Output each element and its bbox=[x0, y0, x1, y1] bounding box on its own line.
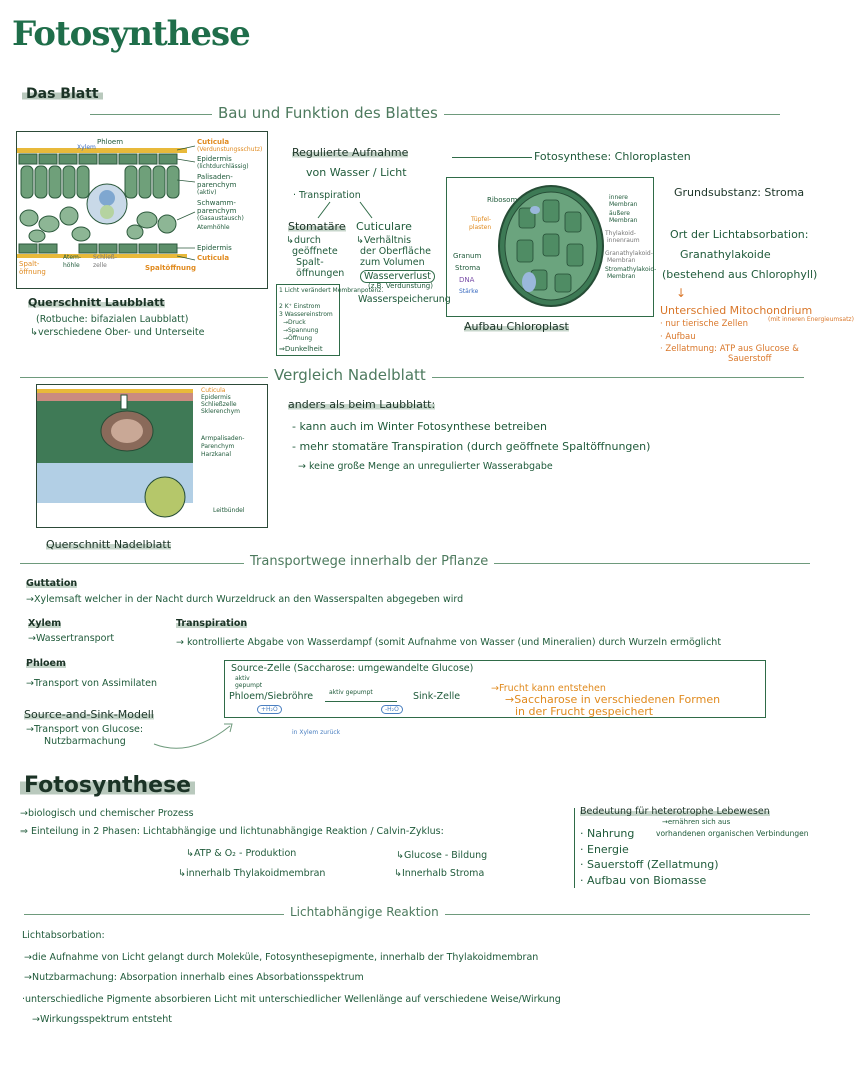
box-gepumpt: gepumpt bbox=[235, 682, 263, 689]
bedeutung-1: · Nahrung bbox=[580, 827, 635, 840]
reg-stomatare: Stomatäre bbox=[288, 220, 346, 233]
box-frucht-3: in der Frucht gespeichert bbox=[515, 705, 654, 718]
phloem-heading: Phloem bbox=[26, 658, 66, 669]
leaf-caption: Querschnitt Laubblatt bbox=[28, 296, 165, 309]
reg-w2: (z.B. Verdunstung) bbox=[368, 282, 433, 290]
nadel-3: → keine große Menge an unregulierter Wasserabgabe bbox=[298, 461, 553, 472]
label-cuticula-top: Cuticula bbox=[197, 138, 230, 146]
label-thylakoid-2: innenraum bbox=[607, 237, 640, 244]
mito-2: · Aufbau bbox=[660, 332, 696, 342]
source-sink-heading: Source-and-Sink-Modell bbox=[24, 708, 154, 721]
reg-step-2: 2 K⁺ Einstrom bbox=[279, 303, 321, 310]
mito-3b: Sauerstoff bbox=[728, 354, 772, 364]
label-granathyl: Granathylakoid- bbox=[605, 250, 653, 257]
label-stromathyl-2: Membran bbox=[607, 273, 636, 280]
label-palisaden-sub: (aktiv) bbox=[197, 189, 217, 196]
label-innere: innere bbox=[609, 194, 628, 201]
label-epidermis-bottom: Epidermis bbox=[197, 244, 232, 252]
box-h2o-plus: +H₂O bbox=[257, 705, 282, 714]
label-schliesszelle: Schließ- bbox=[93, 254, 117, 261]
reg-w1: Wasserverlust bbox=[360, 270, 435, 283]
label-spaltoeffnung: Spalt- bbox=[19, 260, 40, 268]
fotosynthese-heading: Fotosynthese bbox=[20, 773, 195, 798]
reg-step-1: 1 Licht verändert Membranpotenz. bbox=[279, 287, 384, 294]
box-source-line: Source-Zelle (Saccharose: umgewandelte Glucose) bbox=[231, 663, 474, 674]
bedeutung-sub: →ernähren sich aus bbox=[662, 818, 731, 826]
source-sink-text-2: Nutzbarmachung bbox=[44, 736, 126, 747]
label-xylem: Xylem bbox=[77, 144, 96, 151]
reg-step-5: →Spannung bbox=[283, 327, 319, 334]
label-phloem: Phloem bbox=[97, 138, 124, 146]
guttation-text: →Xylemsaft welcher in der Nacht durch Wurzeldruck an den Wasserspalten abgegeben wird bbox=[26, 594, 464, 605]
mito-3: · Zellatmung: ATP aus Glucose & bbox=[660, 344, 799, 354]
box-frucht-1: →Frucht kann entstehen bbox=[491, 683, 606, 694]
nadel-heading: anders als beim Laubblatt: bbox=[288, 398, 436, 411]
divider-transportwege: Transportwege innerhalb der Pflanze bbox=[244, 554, 494, 569]
mito-tag: (mit inneren Energieumsatz) bbox=[768, 316, 854, 323]
label-epidermis-top: Epidermis bbox=[197, 155, 232, 163]
phloem-text: →Transport von Assimilaten bbox=[26, 678, 158, 689]
reg-heading: Regulierte Aufnahme bbox=[292, 146, 409, 159]
label-epidermis-top-sub: (lichtdurchlässig) bbox=[197, 163, 249, 170]
reg-c3: zum Volumen bbox=[360, 257, 425, 268]
label-schwamm: Schwamm- bbox=[197, 199, 236, 207]
chloroplast-caption: Aufbau Chloroplast bbox=[464, 320, 569, 333]
transpiration-text: → kontrollierte Abgabe von Wasserdampf (somit Aufnahme von Wasser (und Mineralien) durch Wurzeln ermöglicht bbox=[176, 637, 722, 648]
leaf-note-1: (Rotbuche: bifazialen Laubblatt) bbox=[36, 314, 189, 325]
arrow-line bbox=[452, 157, 532, 158]
label-innere-2: Membran bbox=[609, 201, 638, 208]
bedeutung-2: · Energie bbox=[580, 843, 629, 856]
label-granathyl-2: Membran bbox=[607, 257, 636, 264]
label-nadel-sklerenchym: Sklerenchym bbox=[201, 408, 240, 415]
reg-s4: öffnungen bbox=[296, 268, 345, 279]
page-title: Fotosynthese bbox=[12, 14, 250, 54]
label-aeussere: äußere bbox=[609, 210, 630, 217]
needle-diagram-frame bbox=[36, 384, 268, 528]
label-ribosom: Ribosom bbox=[487, 196, 518, 204]
label-stroma: Stroma bbox=[455, 264, 481, 272]
mito-heading: Unterschied Mitochondrium bbox=[660, 304, 813, 317]
label-schliesszelle-2: zelle bbox=[93, 262, 107, 269]
grundsubstanz: Grundsubstanz: Stroma bbox=[674, 186, 805, 199]
source-sink-box bbox=[224, 660, 766, 718]
reg-c2: der Oberfläche bbox=[360, 246, 431, 257]
reg-step-3: 3 Wassereinstrom bbox=[279, 311, 333, 318]
box-h2o-minus: -H₂O bbox=[381, 705, 403, 714]
reg-s2: geöffnete bbox=[292, 246, 338, 257]
box-frucht-2: →Saccharose in verschiedenen Formen bbox=[505, 693, 721, 706]
reg-branch-lines bbox=[300, 200, 390, 220]
reg-sub: von Wasser / Licht bbox=[306, 166, 407, 179]
reg-transpiration: · Transpiration bbox=[293, 190, 361, 201]
label-staerke: Stärke bbox=[459, 288, 479, 295]
label-spaltoeffnung-right: Spaltöffnung bbox=[145, 264, 196, 272]
foto-chloroplasten: Fotosynthese: Chloroplasten bbox=[534, 150, 691, 163]
label-schwamm-2: parenchym bbox=[197, 207, 237, 215]
bedeutung-4: · Aufbau von Biomasse bbox=[580, 874, 707, 887]
bedeutung-3: · Sauerstoff (Zellatmung) bbox=[580, 858, 719, 871]
reg-s1: ↳durch bbox=[286, 235, 321, 246]
lichtabs-2: →Nutzbarmachung: Absorpation innerhalb eines Absorbationsspektrum bbox=[24, 972, 364, 983]
label-palisaden: Palisaden- bbox=[197, 173, 233, 181]
lichtabs-1: →die Aufnahme von Licht gelangt durch Moleküle, Fotosynthesepigmente, innerhalb der Thylakoidmembran bbox=[24, 952, 539, 963]
xylem-heading: Xylem bbox=[28, 618, 62, 629]
reg-w3: Wasserspeicherung bbox=[358, 294, 451, 305]
label-granum: Granum bbox=[453, 252, 482, 260]
bedeutung-heading: Bedeutung für heterotrophe Lebewesen bbox=[580, 806, 770, 817]
lichtabs-heading: Lichtabsorbation: bbox=[22, 930, 105, 941]
label-nadel-epidermis: Epidermis bbox=[201, 394, 231, 401]
reg-cuticulare: Cuticulare bbox=[356, 220, 412, 233]
lichtabs-3: ·unterschiedliche Pigmente absorbieren Licht mit unterschiedlicher Wellenlänge auf verschiedene Weise/Wirkung bbox=[22, 994, 561, 1005]
label-palisaden-2: parenchym bbox=[197, 181, 237, 189]
prozess-text: →biologisch und chemischer Prozess bbox=[20, 808, 194, 819]
source-sink-curve bbox=[150, 718, 240, 752]
label-thylakoid: Thylakoid- bbox=[605, 230, 636, 237]
divider-bau-funktion: Bau und Funktion des Blattes bbox=[212, 104, 444, 122]
reg-steps-box bbox=[276, 284, 384, 356]
needle-caption: Querschnitt Nadelblatt bbox=[46, 538, 172, 551]
leaf-note-2: ↳verschiedene Ober- und Unterseite bbox=[30, 327, 205, 338]
nadel-2: - mehr stomatäre Transpiration (durch geöffnete Spaltöffnungen) bbox=[292, 440, 651, 453]
section-heading-blatt: Das Blatt bbox=[22, 86, 103, 102]
reg-step-7: ⇒Dunkelheit bbox=[279, 345, 323, 353]
label-dna: DNA bbox=[459, 276, 475, 284]
einteilung-text: ⇒ Einteilung in 2 Phasen: Lichtabhängige und lichtunabhängige Reaktion / Calvin-Zyklus: bbox=[20, 826, 444, 837]
reg-step-4: →Druck bbox=[283, 319, 306, 326]
label-atemhoehle-2: höhle bbox=[63, 262, 80, 269]
label-atemhoehle: Atem- bbox=[63, 254, 82, 261]
lichtabs-4: →Wirkungsspektrum entsteht bbox=[32, 1014, 173, 1025]
guttation-heading: Guttation bbox=[26, 578, 78, 589]
transpiration-heading: Transpiration bbox=[176, 618, 248, 629]
label-nadel-armpalisaden: Armpalisaden- bbox=[201, 435, 245, 442]
ort-3: (bestehend aus Chlorophyll) bbox=[662, 268, 818, 281]
box-arrow bbox=[325, 701, 397, 702]
mito-1: · nur tierische Zellen bbox=[660, 319, 748, 329]
label-nadel-schliesszelle: Schließzelle bbox=[201, 401, 237, 408]
box-xylem-zurueck: in Xylem zurück bbox=[292, 729, 341, 736]
bedeutung-divider bbox=[574, 808, 575, 888]
label-cuticula-bottom: Cuticula bbox=[197, 254, 230, 262]
ort-2: Granathylakoide bbox=[680, 248, 771, 261]
divider-nadelblatt: Vergleich Nadelblatt bbox=[268, 366, 432, 384]
label-nadel-armpalisaden-2: Parenchym bbox=[201, 443, 235, 450]
box-sink: Sink-Zelle bbox=[413, 691, 461, 702]
mito-arrow: ↓ bbox=[676, 286, 687, 300]
thylakoid-text: ↳innerhalb Thylakoidmembran bbox=[178, 868, 326, 879]
source-sink-text-1: →Transport von Glucose: bbox=[26, 724, 144, 735]
box-aktiv-gepumpt: aktiv gepumpt bbox=[329, 689, 373, 696]
label-nadel-harzkanal: Harzkanal bbox=[201, 451, 231, 458]
atp-text: ↳ATP & O₂ - Produktion bbox=[186, 848, 297, 859]
label-tuepfel-2: plasten bbox=[469, 224, 492, 231]
box-phloem-line: Phloem/Siebröhre bbox=[229, 691, 314, 702]
stroma-text: ↳Innerhalb Stroma bbox=[394, 868, 485, 879]
label-spaltoeffnung-2: öffnung bbox=[19, 268, 46, 276]
xylem-text: →Wassertransport bbox=[28, 633, 115, 644]
label-nadel-cuticula: Cuticula bbox=[201, 387, 226, 394]
bedeutung-sub-2: vorhandenen organischen Verbindungen bbox=[656, 829, 809, 838]
box-aktiv: aktiv bbox=[235, 675, 250, 682]
glucose-text: ↳Glucose - Bildung bbox=[396, 850, 488, 861]
label-nadel-leitbuendel: Leitbündel bbox=[213, 507, 245, 514]
label-stromathyl: Stromathylakoid- bbox=[605, 266, 657, 273]
reg-c1: ↳Verhältnis bbox=[356, 235, 412, 246]
divider-lichtabhaengig: Lichtabhängige Reaktion bbox=[284, 905, 445, 919]
label-schwamm-sub: (Gasaustausch) bbox=[197, 215, 244, 222]
chloroplast-diagram-frame bbox=[446, 177, 657, 317]
label-aeussere-2: Membran bbox=[609, 217, 638, 224]
nadel-1: - kann auch im Winter Fotosynthese betreiben bbox=[292, 420, 547, 433]
reg-step-6: →Öffnung bbox=[283, 335, 313, 342]
label-atemhoehle-right: Atemhöhle bbox=[197, 224, 230, 231]
label-cuticula-top-sub: (Verdunstungsschutz) bbox=[197, 146, 263, 153]
reg-s3: Spalt- bbox=[296, 257, 324, 268]
ort-1: Ort der Lichtabsorbation: bbox=[670, 228, 809, 241]
leaf-diagram-frame bbox=[16, 131, 268, 289]
label-tuepfel: Tüpfel- bbox=[471, 216, 492, 223]
